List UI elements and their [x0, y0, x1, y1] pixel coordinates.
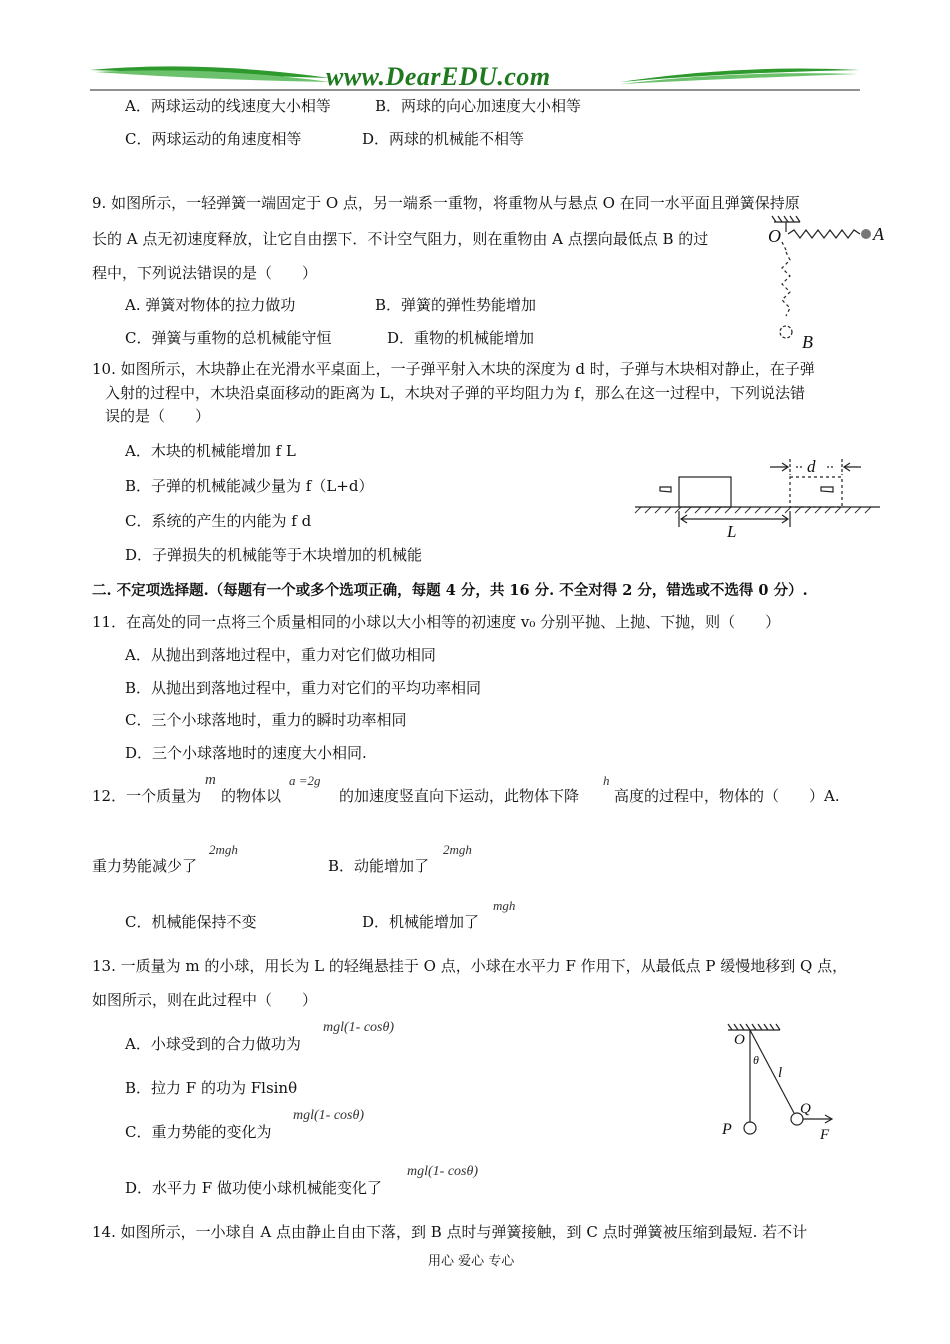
q12-option-d-math: mgh	[493, 898, 516, 913]
q12-math-a: a =2g	[289, 773, 321, 788]
q9-fig-label-o: O	[768, 226, 781, 246]
q13-option-d-math: mgl(1- cosθ)	[407, 1164, 479, 1179]
q11-option-c: C．三个小球落地时，重力的瞬时功率相同	[125, 711, 407, 729]
q10-option-c: C．系统的产生的内能为 f d	[125, 512, 312, 530]
q13-fig-label-theta: θ	[753, 1053, 759, 1067]
q13-option-b: B．拉力 F 的功为 Flsinθ	[125, 1079, 298, 1097]
q13-option-a: A．小球受到的合力做功为	[125, 1035, 301, 1053]
q9-stem-line1: 9. 如图所示，一轻弹簧一端固定于 O 点，另一端系一重物，将重物从与悬点 O 在同一水平面且弹簧保持原	[92, 194, 800, 212]
q9-stem-line2: 长的 A 点无初速度释放，让它自由摆下．不计空气阻力，则在重物由 A 点摆向最低点 B 的过	[92, 230, 709, 248]
q10-option-d: D．子弹损失的机械能等于木块增加的机械能	[125, 546, 423, 564]
q12-math-h: h	[603, 773, 610, 788]
q11-option-b: B．从抛出到落地过程中，重力对它们的平均功率相同	[125, 679, 482, 697]
q9-option-c: C．弹簧与重物的总机械能守恒	[125, 329, 332, 347]
q12-option-b: B．动能增加了	[328, 857, 430, 875]
q10-fig-label-l: L	[727, 522, 737, 541]
q12-stem-part1: 12．一个质量为	[92, 787, 202, 805]
q13-stem-line1: 13. 一质量为 m 的小球，用长为 L 的轻绳悬挂于 O 点，小球在水平力 F 作用下，从最低点 P 缓慢地移到 Q 点，	[92, 957, 848, 975]
q9-stem-line3: 程中，下列说法错误的是（ ）	[92, 264, 318, 282]
q12-option-a: 重力势能减少了	[92, 857, 198, 875]
q9-fig-label-a: A	[873, 224, 884, 244]
q9-fig-label-b: B	[802, 332, 813, 352]
q10-option-a: A．木块的机械能增加 f L	[125, 442, 296, 460]
q8-option-a: A．两球运动的线速度大小相等	[125, 97, 331, 115]
q13-fig-label-f: F	[820, 1127, 830, 1143]
q13-option-d: D．水平力 F 做功使小球机械能变化了	[125, 1179, 382, 1197]
q9-option-a: A. 弹簧对物体的拉力做功	[125, 296, 296, 314]
q8-option-b: B．两球的向心加速度大小相等	[375, 97, 582, 115]
q10-stem-line2: 入射的过程中，木块沿桌面移动的距离为 L，木块对子弹的平均阻力为 f，那么在这一过程中，下列说法错	[105, 384, 806, 402]
q11-option-d: D．三个小球落地时的速度大小相同.	[125, 744, 367, 762]
q11-stem: 11．在高处的同一点将三个质量相同的小球以大小相等的初速度 v₀ 分别平抛、上抛、下抛，则（ ）	[92, 613, 781, 631]
q13-fig-label-l: l	[778, 1065, 783, 1081]
q13-option-c: C．重力势能的变化为	[125, 1123, 272, 1141]
q12-option-c: C．机械能保持不变	[125, 913, 257, 931]
q12-stem-part4: 高度的过程中，物体的（ ）A.	[614, 787, 840, 805]
q13-option-a-math: mgl(1- cosθ)	[323, 1020, 395, 1035]
section2-title: 二. 不定项选择题.（每题有一个或多个选项正确，每题 4 分，共 16 分. 不全对得 2 分，错选或不选得 0 分）.	[92, 582, 808, 599]
site-logo-text: www.DearEDU.com	[326, 62, 551, 91]
q12-option-b-math: 2mgh	[443, 842, 472, 857]
q12-stem-part3: 的加速度竖直向下运动，此物体下降	[339, 787, 580, 805]
q12-option-d: D．机械能增加了	[362, 913, 480, 931]
q9-option-b: B．弹簧的弹性势能增加	[375, 296, 537, 314]
q13-fig-label-q: Q	[800, 1101, 811, 1117]
q12-option-a-math: 2mgh	[209, 842, 238, 857]
q9-option-d: D．重物的机械能增加	[387, 329, 535, 347]
q8-option-d: D．两球的机械能不相等	[362, 130, 525, 148]
q12-math-m: m	[205, 772, 216, 788]
q10-option-b: B．子弹的机械能减少量为 f（L+d）	[125, 477, 374, 495]
q13-fig-label-o: O	[734, 1032, 745, 1048]
q10-stem-line1: 10. 如图所示，木块静止在光滑水平桌面上，一子弹平射入木块的深度为 d 时，子弹与木块相对静止，在子弹	[92, 360, 815, 378]
q10-block-figure	[635, 455, 885, 545]
q13-stem-line2: 如图所示，则在此过程中（ ）	[92, 991, 318, 1009]
page-footer: 用心 爱心 专心	[428, 1254, 515, 1269]
q13-option-c-math: mgl(1- cosθ)	[293, 1108, 365, 1123]
q10-fig-label-d: d	[807, 457, 816, 476]
q9-spring-figure	[760, 212, 900, 352]
q13-pendulum-figure	[720, 1022, 850, 1152]
q12-stem-part2: 的物体以	[221, 787, 282, 805]
q14-stem-line1: 14. 如图所示，一小球自 A 点由静止自由下落，到 B 点时与弹簧接触，到 C 点时弹簧被压缩到最短. 若不计	[92, 1223, 808, 1241]
q11-option-a: A．从抛出到落地过程中，重力对它们做功相同	[125, 646, 436, 664]
q8-option-c: C．两球运动的角速度相等	[125, 130, 302, 148]
q13-fig-label-p: P	[722, 1121, 732, 1138]
q10-stem-line3: 误的是（ ）	[105, 407, 211, 425]
